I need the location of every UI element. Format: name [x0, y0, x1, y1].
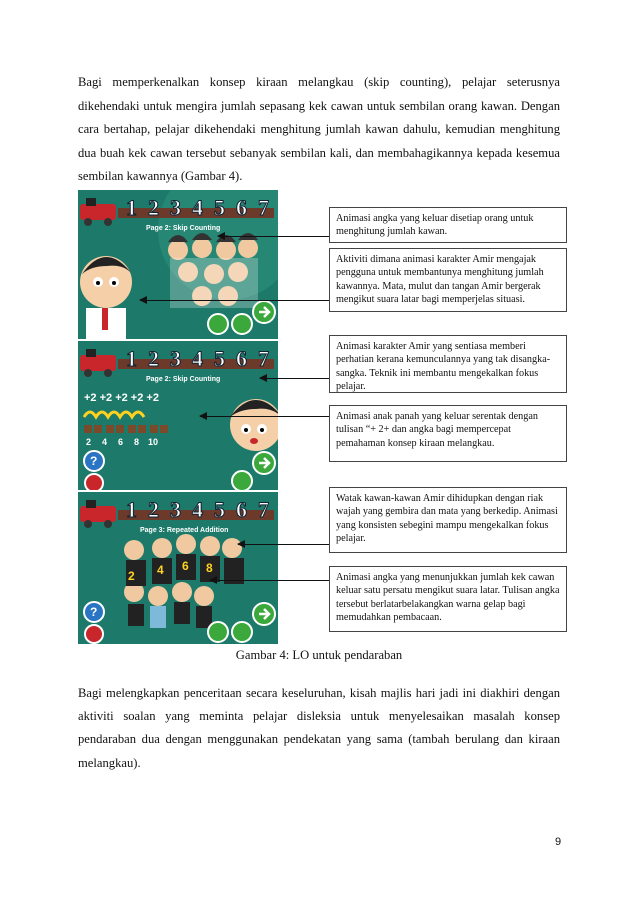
callout-amir-attention: Animasi karakter Amir yang sentiasa memberi perhatian kerana kemunculannya yang tak disangka-sangka. Teknik ini membantu mengekalkan fokus pelajar. — [329, 335, 567, 393]
svg-text:?: ? — [90, 605, 98, 619]
page-label: Page 2: Skip Counting — [146, 376, 221, 383]
train-number: 3 — [170, 195, 181, 220]
connector-arrow-4 — [200, 416, 329, 417]
train-number: 4 — [192, 497, 203, 522]
train-number: 7 — [258, 195, 269, 220]
train-number: 2 — [148, 346, 159, 371]
back-arrow-icon — [232, 622, 252, 642]
shirt-number: 4 — [157, 563, 164, 577]
train-number: 2 — [148, 497, 159, 522]
screenshot-panel-3 — [78, 490, 278, 644]
page-label: Page 3: Repeated Addition — [140, 527, 229, 534]
train-number: 4 — [192, 195, 203, 220]
shirt-number: 6 — [182, 559, 189, 573]
train-number: 7 — [258, 346, 269, 371]
figure-caption: Gambar 4: LO untuk pendaraban — [235, 648, 403, 662]
train-number: 6 — [236, 195, 247, 220]
replay-button-icon — [208, 622, 228, 642]
skip-text: +2 +2 +2 +2 +2 — [84, 392, 159, 404]
train-number: 3 — [170, 346, 181, 371]
callout-amir-activity: Aktiviti dimana animasi karakter Amir mengajak pengguna untuk membantunya menghitung jumlah kawannya. Mata, mulut dan tangan Amir bergerak mengikut suara latar bagi memperjelas situasi. — [329, 248, 567, 312]
connector-arrow-5 — [238, 544, 329, 545]
train-number: 5 — [214, 497, 225, 522]
train-number: 6 — [236, 346, 247, 371]
replay-button-icon — [208, 314, 228, 334]
callout-friends-animation: Watak kawan-kawan Amir dihidupkan dengan riak wajah yang gembira dan mata yang berkedip. Animasi yang konsisten sebegini mampu mengekalkan fokus pelajar. — [329, 487, 567, 553]
shirt-number: 8 — [206, 561, 213, 575]
callout-number-animation: Animasi angka yang keluar disetiap orang untuk menghitung jumlah kawan. — [329, 207, 567, 243]
page-number: 9 — [555, 836, 562, 848]
count-number: 8 — [134, 437, 140, 447]
train-number: 1 — [126, 497, 137, 522]
connector-arrow-2 — [140, 300, 329, 301]
train-number: 2 — [148, 195, 159, 220]
train-number: 1 — [126, 346, 137, 371]
count-number: 6 — [118, 437, 124, 447]
intro-paragraph: Bagi memperkenalkan konsep kiraan melangkau (skip counting), pelajar seterusnya dikehendaki untuk mengira jumlah sepasang kek cawan untuk sembilan orang kawan. Dengan cara bertahap, pelajar dikehendaki menghitung jumlah kawan dahulu, kemudian menghitung dua buah kek cawan tersebut sebanyak sembilan kali, dan membahagikannya kepada kesemua sembilan kawannya (Gambar 4). — [78, 75, 560, 184]
page-label: Page 2: Skip Counting — [146, 225, 221, 232]
train-number: 5 — [214, 195, 225, 220]
screenshot-panel-1 — [78, 188, 278, 342]
train-number: 6 — [236, 497, 247, 522]
closing-paragraph: Bagi melengkapkan penceritaan secara keseluruhan, kisah majlis hari jadi ini diakhiri dengan aktiviti soalan yang meminta pelajar disleksia untuk menyelesaikan masalah konsep pendaraban dua dengan menggunakan pendekatan yang sama (tambah berulang dan kiraan melangkau). — [78, 686, 560, 770]
amir-character — [80, 256, 132, 342]
count-number: 10 — [148, 437, 159, 447]
replay-button-icon — [232, 471, 252, 491]
callout-arrow-animation: Animasi anak panah yang keluar serentak dengan tulisan “+ 2+ dan angka bagi mempercepat pemahaman konsep kiraan melangkau. — [329, 405, 567, 462]
svg-text:?: ? — [90, 454, 98, 468]
train-number: 7 — [258, 497, 269, 522]
callout-cupcake-count: Animasi angka yang menunjukkan jumlah kek cawan keluar satu persatu mengikut suara latar. Tulisan angka tersebut berlatarbelakangkan warna gelap bagi memudahkan pembacaan. — [329, 566, 567, 632]
connector-arrow-1 — [218, 236, 329, 237]
count-number: 2 — [86, 437, 92, 447]
connector-arrow-3 — [260, 378, 329, 379]
train-number: 3 — [170, 497, 181, 522]
count-number: 4 — [102, 437, 108, 447]
home-icon — [85, 625, 103, 643]
train-number: 4 — [192, 346, 203, 371]
shirt-number: 2 — [128, 569, 135, 583]
train-number: 1 — [126, 195, 137, 220]
train-number: 5 — [214, 346, 225, 371]
back-arrow-icon — [232, 314, 252, 334]
connector-arrow-6 — [210, 580, 329, 581]
